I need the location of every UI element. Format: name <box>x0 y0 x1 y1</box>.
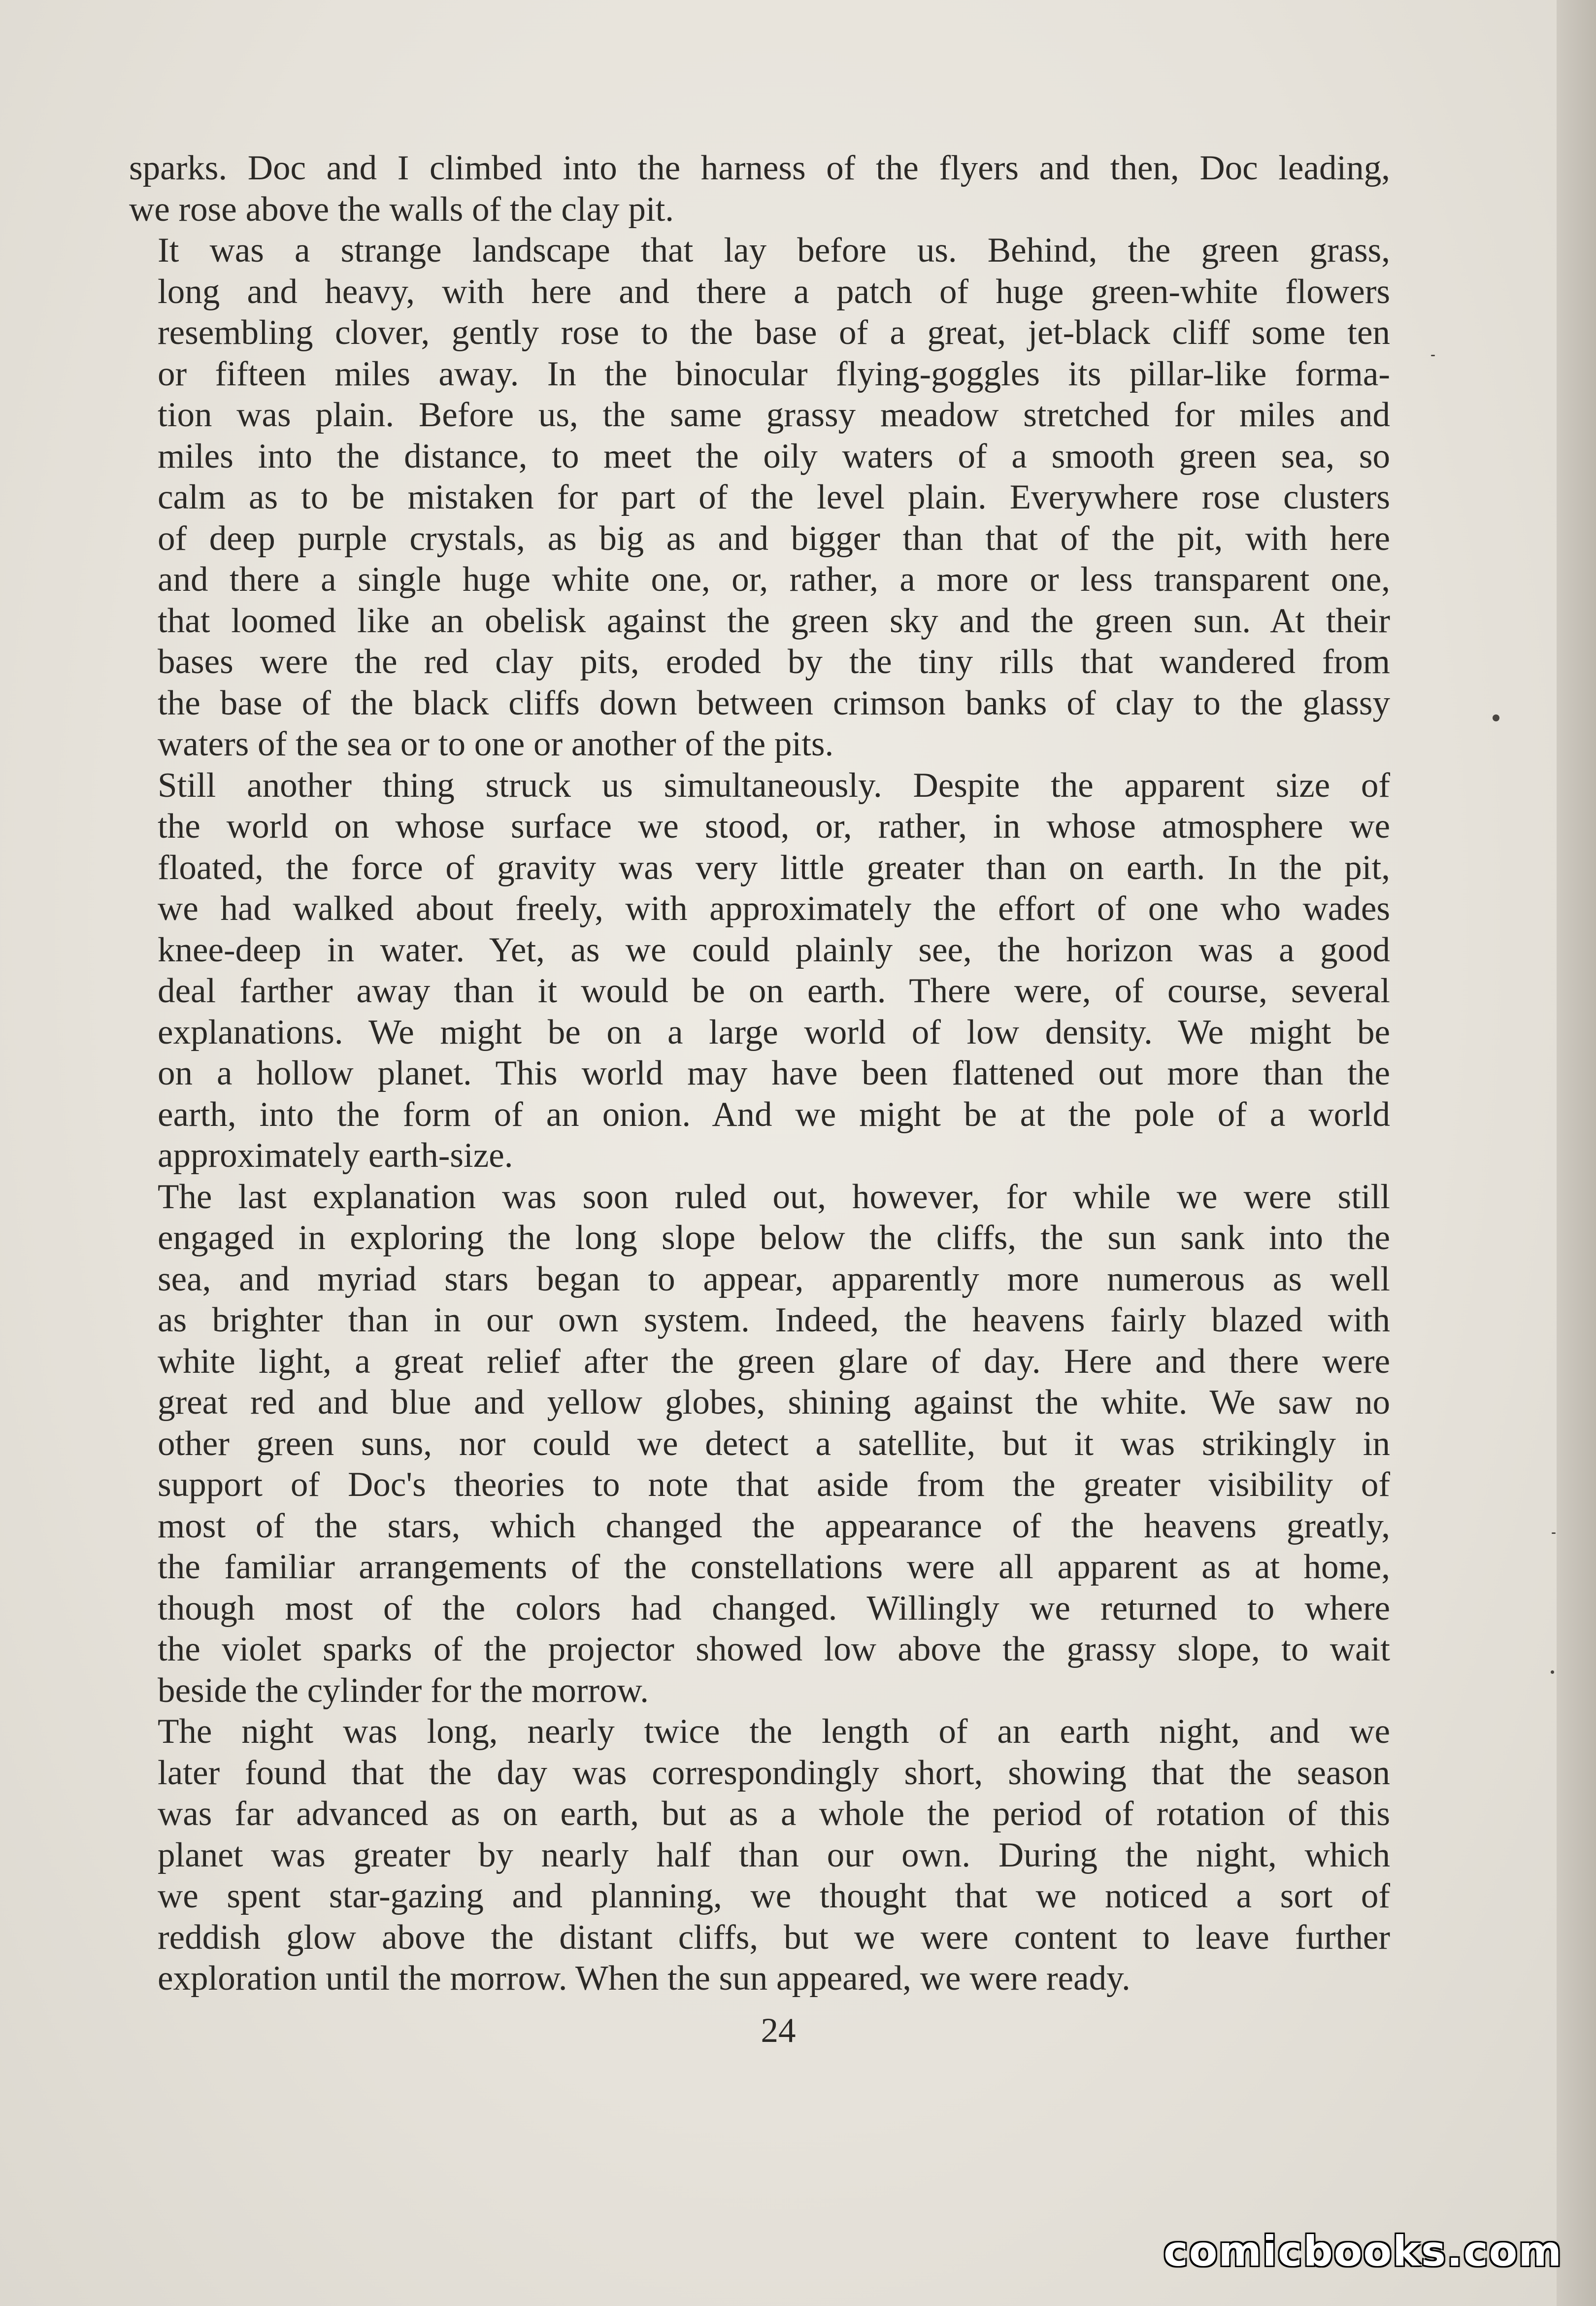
text-line: the base of the black cliffs down between crimson banks of clay to the glassy <box>158 683 1390 722</box>
text-line: deal farther away than it would be on earth. There were, of course, several <box>158 972 1390 1010</box>
text-line: Still another thing struck us simultaneously. Despite the apparent size of <box>158 766 1390 805</box>
text-line: resembling clover, gently rose to the base of a great, jet-black cliff some ten <box>158 313 1390 352</box>
text-line: floated, the force of gravity was very little greater than on earth. In the pit, <box>158 848 1390 887</box>
paper-speck <box>1552 1532 1556 1534</box>
text-line: waters of the sea or to one or another of the pits. <box>158 725 834 763</box>
text-line: the world on whose surface we stood, or, rather, in whose atmosphere we <box>158 807 1390 846</box>
text-line: approximately earth-size. <box>158 1136 513 1175</box>
text-line: most of the stars, which changed the appearance of the heavens greatly, <box>158 1506 1390 1545</box>
text-line: tion was plain. Before us, the same grassy meadow stretched for miles and <box>158 396 1390 434</box>
text-line: the familiar arrangements of the constellations were all apparent as at home, <box>158 1548 1390 1586</box>
text-line: was far advanced as on earth, but as a whole the period of rotation of this <box>158 1795 1390 1833</box>
text-line: we rose above the walls of the clay pit. <box>129 190 674 229</box>
text-line: long and heavy, with here and there a patch of huge green-white flowers <box>158 272 1390 311</box>
text-line: as brighter than in our own system. Indeed, the heavens fairly blazed with <box>158 1301 1390 1339</box>
text-line: knee-deep in water. Yet, as we could plainly see, the horizon was a good <box>158 930 1390 969</box>
text-line: other green suns, nor could we detect a satellite, but it was strikingly in <box>158 1424 1390 1463</box>
text-line: earth, into the form of an onion. And we might be at the pole of a world <box>158 1095 1390 1134</box>
paper-speck <box>1551 1670 1554 1674</box>
text-line: we had walked about freely, with approximately the effort of one who wades <box>158 889 1390 928</box>
text-line: we spent star-gazing and planning, we thought that we noticed a sort of <box>158 1877 1390 1915</box>
text-line: The night was long, nearly twice the length of an earth night, and we <box>158 1712 1390 1751</box>
paragraph <box>129 765 1390 1177</box>
paper-speck <box>1493 714 1499 721</box>
text-line: and there a single huge white one, or, rather, a more or less transparent one, <box>158 560 1390 599</box>
paragraph <box>129 1711 1390 2000</box>
text-line: bases were the red clay pits, eroded by the tiny rills that wandered from <box>158 643 1390 681</box>
text-line: exploration until the morrow. When the sun appeared, we were ready. <box>158 1959 1130 1998</box>
text-line: great red and blue and yellow globes, shining against the white. We saw no <box>158 1383 1390 1422</box>
text-line: white light, a great relief after the green glare of day. Here and there were <box>158 1342 1390 1381</box>
page-number: 24 <box>761 2011 796 2050</box>
text-line: planet was greater by nearly half than our own. During the night, which <box>158 1835 1390 1874</box>
text-line: beside the cylinder for the morrow. <box>158 1671 649 1710</box>
text-line: on a hollow planet. This world may have been flattened out more than the <box>158 1054 1390 1092</box>
text-line: miles into the distance, to meet the oily waters of a smooth green sea, so <box>158 437 1390 475</box>
text-line: later found that the day was correspondingly short, showing that the season <box>158 1753 1390 1792</box>
text-line: It was a strange landscape that lay before us. Behind, the green grass, <box>158 231 1390 270</box>
page-edge <box>1557 0 1596 2306</box>
paper-speck <box>1431 355 1435 356</box>
text-line: though most of the colors had changed. Willingly we returned to where <box>158 1589 1390 1628</box>
watermark-logo: comicbooks.com <box>1164 2227 1563 2275</box>
paragraph <box>129 148 1390 230</box>
paragraph <box>129 1177 1390 1712</box>
text-line: support of Doc's theories to note that aside from the greater visibility of <box>158 1465 1390 1504</box>
text-line: The last explanation was soon ruled out, however, for while we were still <box>158 1177 1390 1216</box>
text-line: of deep purple crystals, as big as and bigger than that of the pit, with here <box>158 519 1390 558</box>
text-line: sea, and myriad stars began to appear, apparently more numerous as well <box>158 1259 1390 1298</box>
text-line: calm as to be mistaken for part of the level plain. Everywhere rose clusters <box>158 478 1390 516</box>
body-text <box>129 148 1390 2000</box>
text-line: explanations. We might be on a large world of low density. We might be <box>158 1013 1390 1051</box>
text-line: sparks. Doc and I climbed into the harness of the flyers and then, Doc leading, <box>129 149 1390 187</box>
text-line: the violet sparks of the projector showed low above the grassy slope, to wait <box>158 1630 1390 1668</box>
text-line: that loomed like an obelisk against the green sky and the green sun. At their <box>158 601 1390 640</box>
text-line: reddish glow above the distant cliffs, but we were content to leave further <box>158 1918 1390 1957</box>
text-line: engaged in exploring the long slope below the cliffs, the sun sank into the <box>158 1219 1390 1257</box>
text-line: or fifteen miles away. In the binocular flying-goggles its pillar-like forma- <box>158 354 1390 393</box>
paragraph <box>129 230 1390 765</box>
